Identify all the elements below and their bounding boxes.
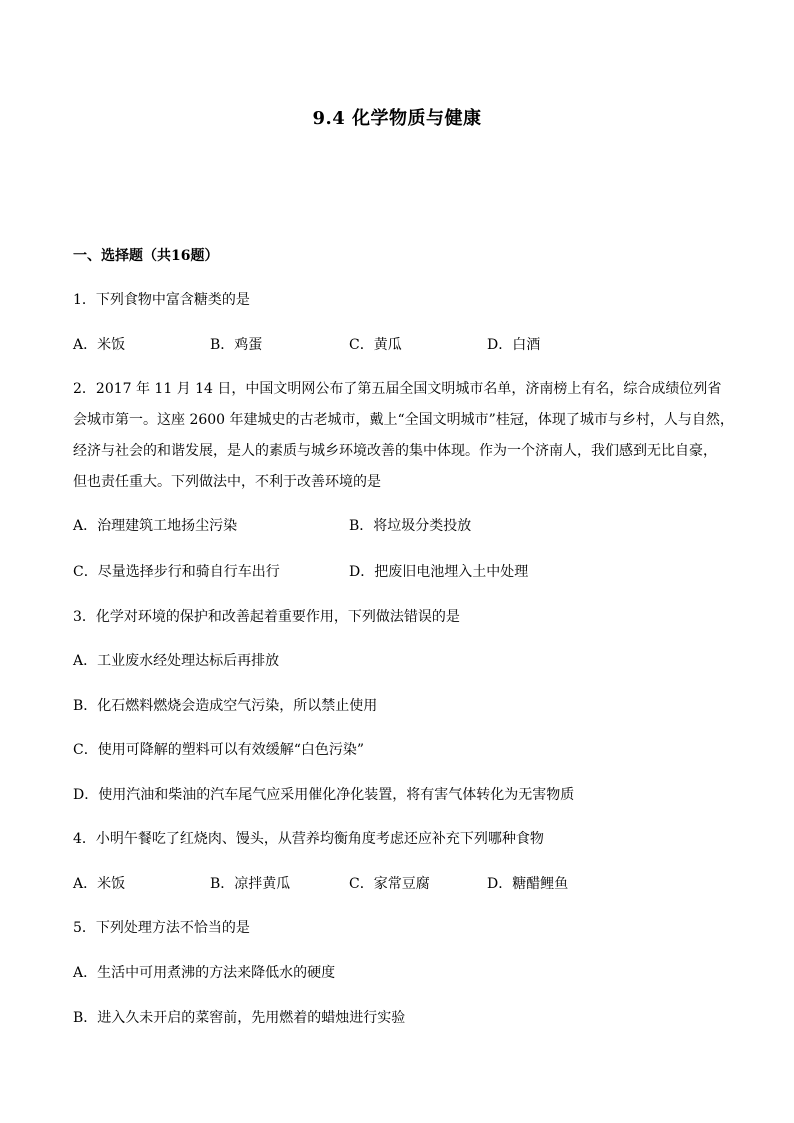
- question-3-stem: 3．化学对环境的保护和改善起着重要作用，下列做法错误的是: [73, 609, 460, 625]
- question-4-option-a: A．米饭: [73, 876, 126, 892]
- document-title: 9.4 化学物质与健康: [312, 108, 482, 129]
- question-2-line-1: 2．2017 年 11 月 14 日，中国文明网公布了第五届全国文明城市名单，济南榜上有名，综合成绩位列省: [73, 381, 722, 397]
- question-2-option-d: D．把废旧电池埋入土中处理: [349, 564, 529, 580]
- section-heading: 一、选择题（共16题）: [73, 248, 219, 264]
- question-2-option-b: B．将垃圾分类投放: [349, 518, 472, 534]
- question-2-option-a: A．治理建筑工地扬尘污染: [73, 518, 238, 534]
- question-2-line-4: 但也责任重大。下列做法中，不利于改善环境的是: [73, 474, 381, 490]
- question-3-option-b: B．化石燃料燃烧会造成空气污染，所以禁止使用: [73, 698, 378, 714]
- question-2-option-c: C．尽量选择步行和骑自行车出行: [73, 564, 280, 580]
- question-2-line-3: 经济与社会的和谐发展，是人的素质与城乡环境改善的集中体现。作为一个济南人，我们感到无比自豪，: [73, 443, 717, 459]
- question-5-option-b: B．进入久未开启的菜窖前，先用燃着的蜡烛进行实验: [73, 1010, 406, 1026]
- question-1-option-a: A．米饭: [73, 337, 126, 353]
- question-5-option-a: A．生活中可用煮沸的方法来降低水的硬度: [73, 965, 336, 981]
- question-3-option-a: A．工业废水经处理达标后再排放: [73, 653, 280, 669]
- question-2-line-2: 会城市第一。这座 2600 年建城史的古老城市，戴上“全国文明城市”桂冠，体现了城市与乡村，人与自然，: [73, 412, 734, 428]
- question-1-stem: 1．下列食物中富含糖类的是: [73, 292, 250, 308]
- question-3-option-c: C．使用可降解的塑料可以有效缓解“白色污染”: [73, 742, 365, 758]
- question-1-option-d: D．白酒: [487, 337, 541, 353]
- question-1-option-c: C．黄瓜: [349, 337, 402, 353]
- question-5-stem: 5．下列处理方法不恰当的是: [73, 920, 250, 936]
- question-3-option-d: D．使用汽油和柴油的汽车尾气应采用催化净化装置，将有害气体转化为无害物质: [73, 787, 575, 803]
- question-4-option-b: B．凉拌黄瓜: [210, 876, 291, 892]
- question-4-stem: 4．小明午餐吃了红烧肉、馒头，从营养均衡角度考虑还应补充下列哪种食物: [73, 831, 544, 847]
- question-4-option-d: D．糖醋鲤鱼: [487, 876, 569, 892]
- question-1-option-b: B．鸡蛋: [210, 337, 263, 353]
- question-4-option-c: C．家常豆腐: [349, 876, 430, 892]
